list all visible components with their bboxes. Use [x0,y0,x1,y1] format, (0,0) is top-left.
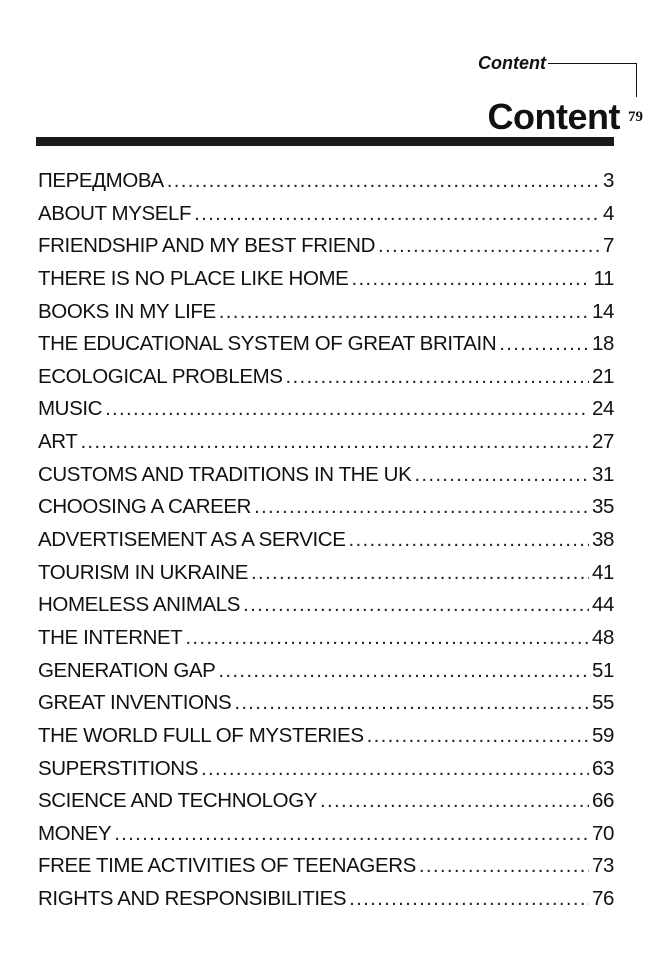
toc-dot-leader [105,395,589,423]
toc-dot-leader [167,167,600,195]
toc-entry[interactable] [38,591,614,624]
toc-dot-leader [351,265,590,293]
toc-entry-page: 18 [591,332,614,356]
toc-dot-leader [286,363,589,391]
toc-entry-title: GENERATION GAP [38,658,216,682]
toc-entry-title: THE WORLD FULL OF MYSTERIES [38,723,364,747]
toc-dot-leader [80,428,589,456]
toc-entry[interactable] [38,167,614,200]
toc-entry-title: ABOUT MYSELF [38,201,192,225]
toc-dot-leader [367,722,589,750]
toc-dot-leader [348,526,589,554]
title-underline-bar [36,137,614,146]
toc-entry[interactable] [38,559,614,592]
toc-entry-page: 7 [602,234,614,258]
toc-dot-leader [234,689,589,717]
toc-entry-page: 31 [591,462,614,486]
toc-entry-page: 38 [591,528,614,552]
toc-entry-title: FREE TIME ACTIVITIES OF TEENAGERS [38,854,416,878]
toc-entry-page: 59 [591,723,614,747]
toc-entry-page: 48 [591,625,614,649]
toc-entry-title: RIGHTS AND RESPONSIBILITIES [38,887,347,911]
toc-entry-page: 21 [591,364,614,388]
toc-dot-leader [219,298,589,326]
toc-entry[interactable] [38,298,614,331]
toc-entry[interactable] [38,820,614,853]
toc-entry-page: 35 [591,495,614,519]
toc-dot-leader [114,820,589,848]
toc-entry-title: THERE IS NO PLACE LIKE HOME [38,266,349,290]
toc-entry-title: THE EDUCATIONAL SYSTEM OF GREAT BRITAIN [38,332,497,356]
toc-dot-leader [243,591,589,619]
toc-entry-title: ART [38,430,78,454]
toc-entry-page: 66 [591,789,614,813]
toc-dot-leader [251,559,589,587]
toc-entry-title: ADVERTISEMENT AS A SERVICE [38,528,346,552]
toc-entry-page: 51 [591,658,614,682]
toc-entry[interactable] [38,395,614,428]
toc-entry-title: THE INTERNET [38,625,183,649]
running-head-title: Content [478,53,546,73]
toc-entry[interactable] [38,461,614,494]
toc-entry-title: GREAT INVENTIONS [38,691,232,715]
toc-entry-page: 24 [591,397,614,421]
toc-entry-title: HOMELESS ANIMALS [38,593,241,617]
table-of-contents [38,167,614,918]
toc-entry[interactable] [38,624,614,657]
toc-dot-leader [378,232,600,260]
toc-entry-page: 3 [602,169,614,192]
toc-dot-leader [218,657,589,685]
toc-dot-leader [194,200,600,228]
toc-entry[interactable] [38,689,614,722]
toc-entry-page: 4 [602,201,614,225]
toc-entry-title: ПЕРЕДМОВА [38,169,164,192]
toc-entry-page: 14 [591,299,614,323]
toc-entry-page: 70 [591,821,614,845]
toc-entry[interactable] [38,722,614,755]
toc-entry[interactable] [38,363,614,396]
running-head-rule-vertical [636,63,637,97]
page-number: 79 [628,109,643,125]
toc-entry[interactable] [38,330,614,363]
toc-entry[interactable] [38,755,614,788]
toc-entry-title: MONEY [38,821,112,845]
toc-entry-page: 76 [591,887,614,911]
toc-dot-leader [185,624,589,652]
toc-dot-leader [201,755,589,783]
toc-entry[interactable] [38,428,614,461]
toc-entry-page: 55 [591,691,614,715]
toc-entry-title: CUSTOMS AND TRADITIONS IN THE UK [38,462,412,486]
toc-entry[interactable] [38,885,614,918]
toc-dot-leader [254,493,589,521]
toc-dot-leader [414,461,589,489]
toc-entry[interactable] [38,493,614,526]
toc-dot-leader [419,852,589,880]
toc-entry[interactable] [38,852,614,885]
toc-entry-title: BOOKS IN MY LIFE [38,299,216,323]
toc-entry-title: SCIENCE AND TECHNOLOGY [38,789,318,813]
toc-entry-page: 73 [591,854,614,878]
toc-dot-leader [499,330,589,358]
toc-entry-title: CHOOSING A CAREER [38,495,252,519]
toc-entry-title: ECOLOGICAL PROBLEMS [38,364,283,388]
toc-entry-page: 27 [591,430,614,454]
toc-entry[interactable] [38,787,614,820]
toc-entry-title: SUPERSTITIONS [38,756,198,780]
running-head [0,0,672,125]
toc-entry-page: 44 [591,593,614,617]
toc-entry[interactable] [38,200,614,233]
toc-entry-page: 41 [591,560,614,584]
section-title: Content [487,96,620,137]
toc-entry[interactable] [38,657,614,690]
toc-entry[interactable] [38,265,614,298]
toc-entry-title: MUSIC [38,397,103,421]
toc-entry-page: 63 [591,756,614,780]
toc-entry[interactable] [38,232,614,265]
toc-dot-leader [320,787,589,815]
toc-entry-page: 11 [593,266,614,290]
toc-dot-leader [349,885,589,913]
toc-entry-title: TOURISM IN UKRAINE [38,560,248,584]
running-head-rule-horizontal [548,63,637,64]
toc-entry-title: FRIENDSHIP AND MY BEST FRIEND [38,234,375,258]
toc-entry[interactable] [38,526,614,559]
